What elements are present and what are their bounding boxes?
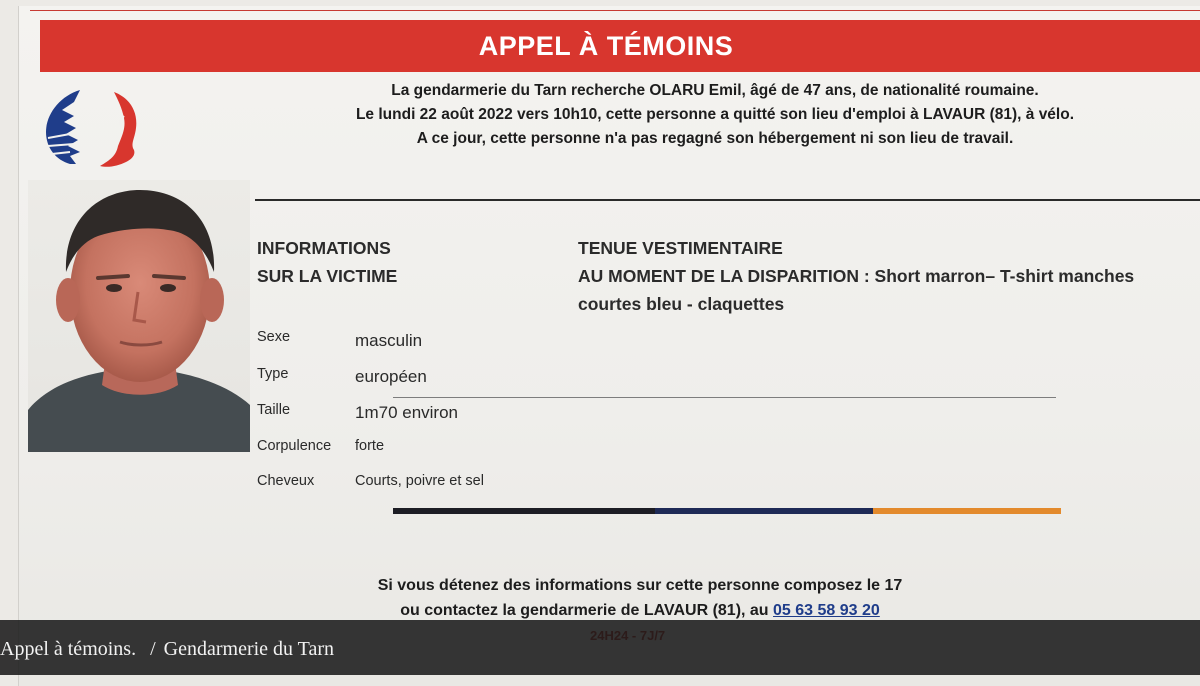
stripe-segment-orange (873, 508, 1061, 514)
field-label-type: Type (257, 366, 289, 382)
clothing-heading-line-2 (578, 262, 1134, 290)
intro-text (255, 79, 1175, 151)
field-value-type: européen (355, 367, 427, 386)
intro-line-2: Le lundi 22 août 2022 vers 10h10, cette personne a quitté son lieu d'emploi à LAVAUR (81), à vélo. (355, 106, 1075, 123)
fields-divider (393, 397, 1056, 398)
contact-line-2-text: ou contactez la gendarmerie de LAVAUR (81), au (400, 602, 774, 619)
victim-info-heading (257, 234, 397, 290)
marianne-logo-icon (40, 86, 140, 170)
clothing-value-line-2: courtes bleu - claquettes (578, 294, 785, 314)
tricolor-stripe (393, 508, 1061, 514)
contact-line-1: Si vous détenez des informations sur cette personne composez le 17 (377, 577, 903, 594)
field-label-cheveux: Cheveux (257, 473, 315, 489)
field-value-taille: 1m70 environ (355, 403, 459, 422)
field-value-corpulence: forte (355, 438, 385, 454)
field-label-corpulence: Corpulence (257, 438, 332, 454)
header-divider (255, 199, 1200, 201)
victim-info-heading-line-2: SUR LA VICTIME (257, 266, 398, 286)
caption-separator: / (150, 638, 156, 660)
phone-number-link[interactable]: 05 63 58 93 20 (773, 602, 880, 619)
clothing-heading-line-1: TENUE VESTIMENTAIRE (578, 238, 783, 258)
clothing-heading-text: AU MOMENT DE LA DISPARITION (578, 266, 859, 286)
field-label-sexe: Sexe (257, 329, 291, 345)
title-banner (40, 20, 1200, 72)
stripe-segment-navy (655, 508, 873, 514)
poster-top-line (30, 10, 1200, 11)
field-label-taille: Taille (257, 402, 291, 418)
contact-text (300, 573, 980, 623)
victim-info-heading-line-1: INFORMATIONS (257, 238, 391, 258)
caption-title: Appel à témoins. (0, 638, 137, 660)
photo-caption-bar (0, 620, 1200, 675)
clothing-heading (578, 234, 1134, 290)
stripe-segment-dark (393, 508, 655, 514)
field-value-sexe: masculin (355, 331, 423, 350)
poster-title: APPEL À TÉMOINS (478, 30, 734, 61)
intro-line-1: La gendarmerie du Tarn recherche OLARU Emil, âgé de 47 ans, de nationalité roumaine. (391, 82, 1039, 99)
photo-caption (0, 638, 334, 661)
clothing-value-line-1: : Short marron– T-shirt manches (858, 266, 1135, 286)
caption-credit: Gendarmerie du Tarn (163, 638, 335, 660)
clothing-value (578, 290, 1200, 318)
field-value-cheveux: Courts, poivre et sel (355, 473, 484, 489)
intro-line-3: A ce jour, cette personne n'a pas regagné son hébergement ni son lieu de travail. (416, 130, 1014, 147)
missing-person-photo (28, 180, 250, 452)
